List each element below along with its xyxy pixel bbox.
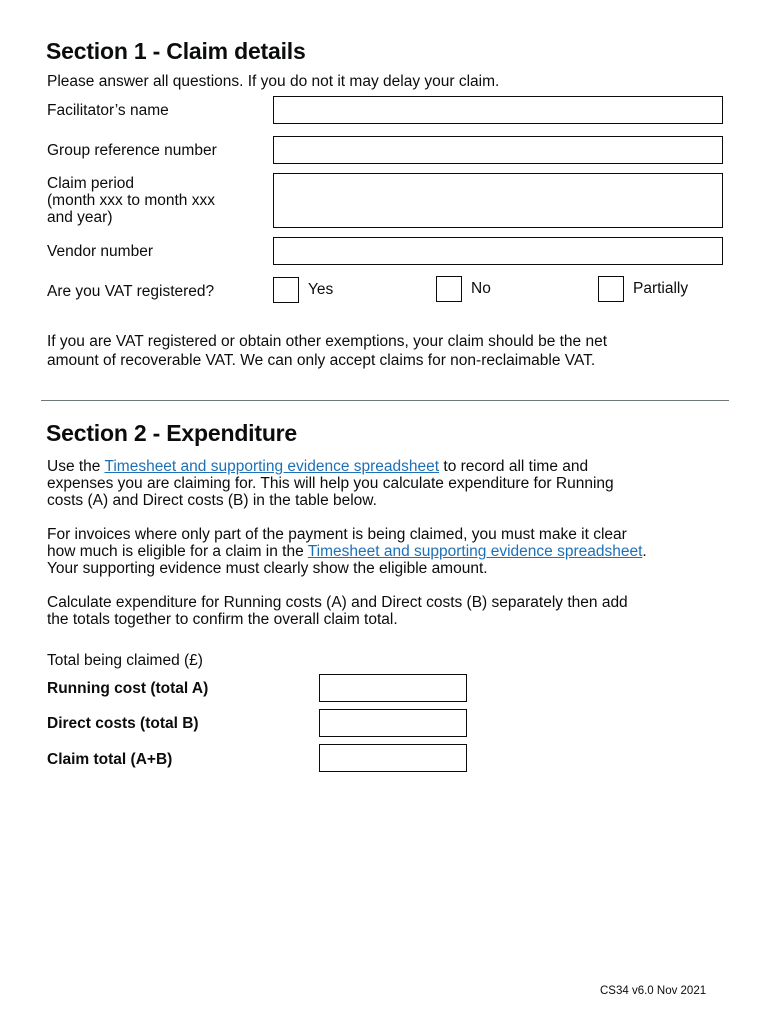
claim-period-label-line1: Claim period: [47, 175, 135, 192]
p3-line2: the totals together to confirm the overall claim total.: [47, 611, 398, 628]
vat-partially-checkbox[interactable]: [598, 276, 624, 302]
expenditure-paragraph-2: [47, 526, 647, 577]
p1-line1-pre: Use the: [47, 458, 105, 475]
claim-period-label-line3: and year): [47, 209, 113, 226]
expenditure-paragraph-1: [47, 458, 614, 509]
vat-registered-label: Are you VAT registered?: [47, 283, 215, 300]
p2-line3: Your supporting evidence must clearly show the eligible amount.: [47, 560, 488, 577]
p1-line2: expenses you are claiming for. This will help you calculate expenditure for Running: [47, 475, 614, 492]
running-cost-input[interactable]: [319, 674, 467, 702]
p1-line1: [47, 458, 614, 475]
p2-line2-post: .: [642, 543, 647, 560]
section1-title: Section 1 - Claim details: [46, 38, 306, 64]
claim-total-label: Claim total (A+B): [47, 751, 173, 768]
vendor-number-input[interactable]: [273, 237, 723, 265]
vat-note-line2: amount of recoverable VAT. We can only accept claims for non-reclaimable VAT.: [47, 352, 596, 369]
section1-intro: Please answer all questions. If you do not it may delay your claim.: [47, 73, 500, 90]
p2-line1: For invoices where only part of the payment is being claimed, you must make it clear: [47, 526, 627, 543]
vat-yes-label: Yes: [308, 281, 334, 298]
claim-total-input[interactable]: [319, 744, 467, 772]
p2-line2-pre: how much is eligible for a claim in the: [47, 543, 308, 560]
vat-note: [47, 332, 607, 370]
timesheet-spreadsheet-link[interactable]: Timesheet and supporting evidence spreadsheet: [104, 458, 440, 475]
group-reference-label: Group reference number: [47, 142, 217, 159]
p3-line1: Calculate expenditure for Running costs (A) and Direct costs (B) separately then add: [47, 594, 628, 611]
section-divider: [41, 400, 729, 401]
direct-costs-input[interactable]: [319, 709, 467, 737]
vat-no-label: No: [471, 280, 491, 297]
claim-period-input[interactable]: [273, 173, 723, 228]
total-claimed-heading: Total being claimed (£): [47, 652, 203, 669]
vendor-number-label: Vendor number: [47, 243, 153, 260]
p2-line2: [47, 543, 647, 560]
direct-costs-label: Direct costs (total B): [47, 715, 199, 732]
p1-line1-post: to record all time and: [439, 458, 589, 475]
group-reference-input[interactable]: [273, 136, 723, 164]
vat-partially-label: Partially: [633, 280, 689, 297]
expenditure-paragraph-3: [47, 594, 628, 628]
claim-period-label-line2: (month xxx to month xxx: [47, 192, 215, 209]
vat-yes-checkbox[interactable]: [273, 277, 299, 303]
vat-note-line1: If you are VAT registered or obtain other exemptions, your claim should be the net: [47, 333, 608, 350]
vat-no-checkbox[interactable]: [436, 276, 462, 302]
timesheet-spreadsheet-link-2[interactable]: Timesheet and supporting evidence spreadsheet: [307, 543, 643, 560]
claim-period-label: [47, 175, 215, 226]
running-cost-label: Running cost (total A): [47, 680, 209, 697]
facilitator-name-input[interactable]: [273, 96, 723, 124]
section2-title: Section 2 - Expenditure: [46, 420, 298, 446]
form-reference: CS34 v6.0 Nov 2021: [600, 985, 707, 997]
p1-line3: costs (A) and Direct costs (B) in the table below.: [47, 492, 377, 509]
facilitator-label: Facilitator’s name: [47, 102, 169, 119]
